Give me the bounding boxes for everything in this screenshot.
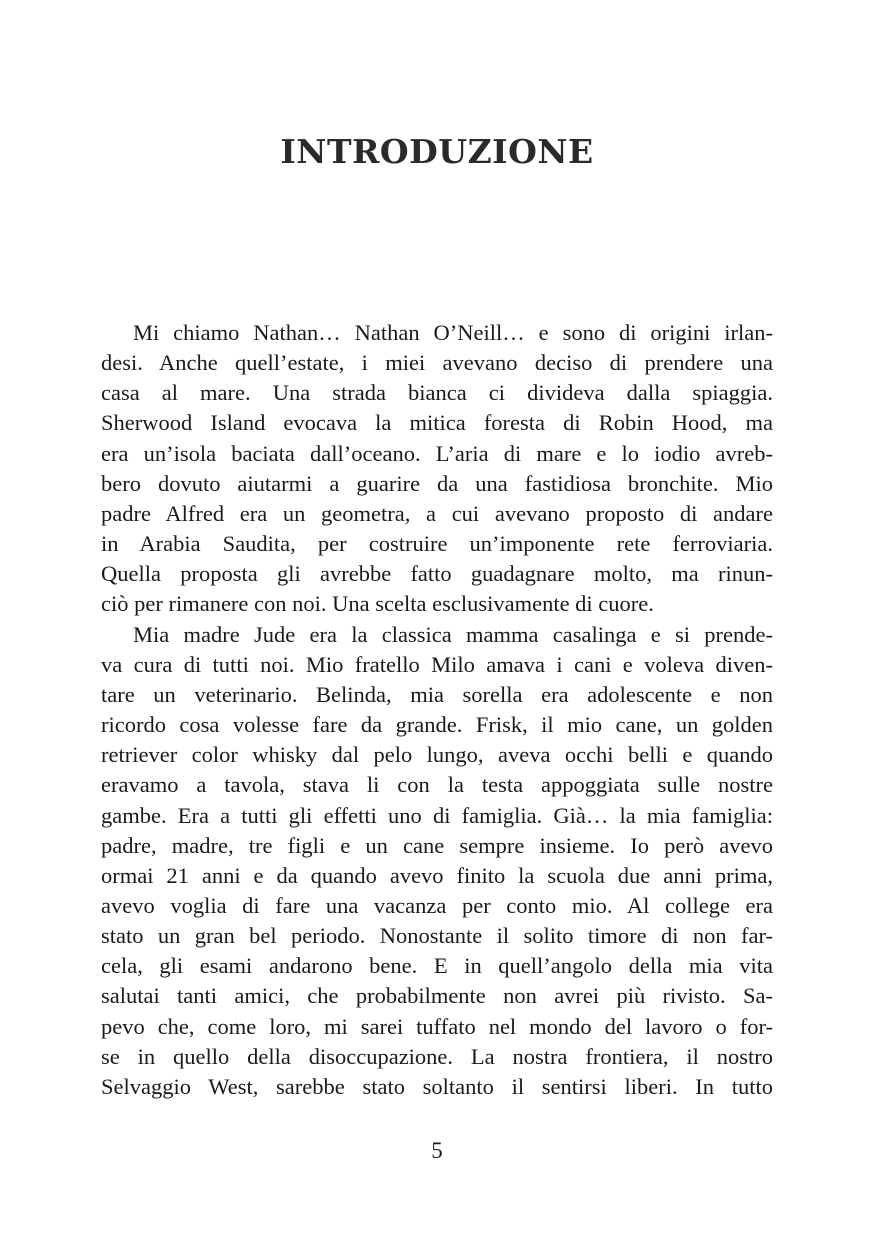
text-line: padre, madre, tre figli e un cane sempre insieme. Io però avevo — [101, 832, 773, 858]
text-line: Mi chiamo Nathan… Nathan O’Neill… e sono di origini irlan- — [133, 320, 773, 345]
text-line: pevo che, come loro, mi sarei tuffato nel mondo del lavoro o for- — [101, 1013, 773, 1039]
text-line: Selvaggio West, sarebbe stato soltanto il sentirsi liberi. In tutto — [101, 1073, 773, 1099]
text-line: Sherwood Island evocava la mitica foresta di Robin Hood, ma — [101, 410, 773, 436]
text-line: salutai tanti amici, che probabilmente non avrei più rivisto. Sa- — [101, 983, 773, 1009]
text-line: avevo voglia di fare una vacanza per conto mio. Al college era — [101, 892, 773, 918]
chapter-title: INTRODUZIONE — [280, 132, 594, 171]
paragraph — [101, 620, 773, 1103]
text-line: ricordo cosa volesse fare da grande. Frisk, il mio cane, un golden — [101, 712, 773, 738]
text-line: stato un gran bel periodo. Nonostante il solito timore di non far- — [101, 923, 773, 949]
text-line: va cura di tutti noi. Mio fratello Milo amava i cani e voleva diven- — [101, 651, 773, 677]
text-line: desi. Anche quell’estate, i miei avevano deciso di prendere una — [101, 350, 773, 376]
text-line: ciò per rimanere con noi. Una scelta esclusivamente di cuore. — [101, 591, 654, 617]
paragraph — [101, 318, 773, 620]
text-line: ormai 21 anni e da quando avevo finito la scuola due anni prima, — [101, 862, 773, 888]
text-line: gambe. Era a tutti gli effetti uno di famiglia. Già… la mia famiglia: — [101, 802, 773, 828]
text-line: Quella proposta gli avrebbe fatto guadagnare molto, ma rinun- — [101, 561, 773, 587]
text-line: casa al mare. Una strada bianca ci divideva dalla spiaggia. — [101, 380, 773, 406]
text-line: cela, gli esami andarono bene. E in quell’angolo della mia vita — [101, 953, 773, 979]
text-line: eravamo a tavola, stava li con la testa appoggiata sulle nostre — [101, 772, 773, 798]
body-text — [101, 318, 773, 1102]
text-line: bero dovuto aiutarmi a guarire da una fastidiosa bronchite. Mio — [101, 470, 773, 496]
text-line: se in quello della disoccupazione. La nostra frontiera, il nostro — [101, 1043, 773, 1069]
text-line: in Arabia Saudita, per costruire un’imponente rete ferroviaria. — [101, 531, 773, 557]
text-line: era un’isola baciata dall’oceano. L’aria di mare e lo iodio avreb- — [101, 440, 773, 466]
text-line: Mia madre Jude era la classica mamma casalinga e si prende- — [133, 621, 773, 647]
text-line: padre Alfred era un geometra, a cui avevano proposto di andare — [101, 500, 773, 526]
text-line: retriever color whisky dal pelo lungo, aveva occhi belli e quando — [101, 742, 773, 768]
page-number: 5 — [431, 1138, 443, 1163]
text-line: tare un veterinario. Belinda, mia sorella era adolescente e non — [101, 681, 773, 707]
